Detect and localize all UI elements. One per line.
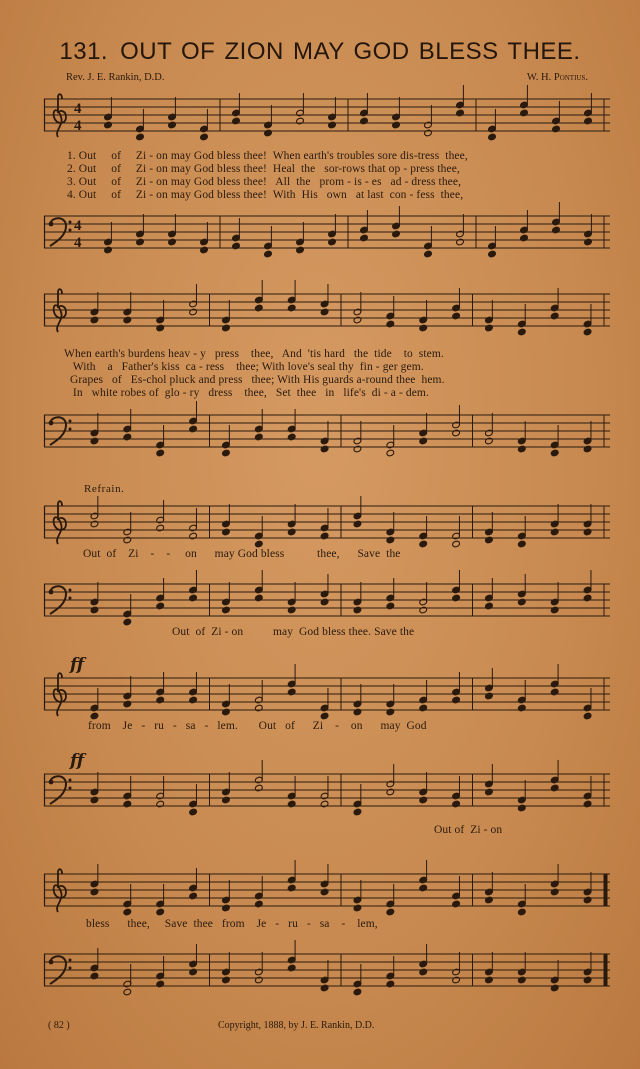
notehead <box>353 708 362 716</box>
notehead <box>287 800 296 808</box>
notehead <box>353 808 362 816</box>
notehead <box>386 536 395 544</box>
notehead <box>232 117 241 125</box>
refrain-label: Refrain. <box>84 483 125 495</box>
notehead <box>583 976 592 984</box>
notehead <box>104 121 113 129</box>
notehead <box>156 980 165 988</box>
notehead <box>552 125 561 133</box>
notehead <box>360 117 369 125</box>
bass-clef-dot <box>49 222 54 227</box>
notehead <box>320 445 329 453</box>
notehead <box>232 242 241 250</box>
notehead <box>485 602 494 610</box>
notehead <box>550 606 559 614</box>
notehead <box>392 230 401 238</box>
notehead <box>386 602 395 610</box>
notehead <box>189 532 198 540</box>
notehead <box>550 528 559 536</box>
notehead <box>392 121 401 129</box>
notehead <box>320 888 329 896</box>
notehead <box>518 976 527 984</box>
notehead <box>189 808 198 816</box>
notehead <box>123 988 132 996</box>
notehead <box>320 598 329 606</box>
notehead <box>320 984 329 992</box>
notehead <box>550 984 559 992</box>
notehead <box>583 800 592 808</box>
notehead <box>456 238 465 246</box>
notehead <box>485 324 494 332</box>
notehead <box>123 618 132 626</box>
notehead <box>518 540 527 548</box>
notehead <box>518 445 527 453</box>
notehead <box>353 445 362 453</box>
notehead <box>353 606 362 614</box>
notehead <box>123 433 132 441</box>
notehead <box>287 884 296 892</box>
system1-verse-3: 3. Out of Zi - on may God bless thee! All the prom - is - es ad - dress thee, <box>67 176 462 188</box>
notehead <box>452 429 461 437</box>
system2-verse-3: Grapes of Es-chol pluck and press thee; With His guards a-round thee hem. <box>64 374 445 386</box>
notehead <box>518 598 527 606</box>
time-signature-top: 4 <box>74 218 82 234</box>
notehead <box>90 796 99 804</box>
notehead <box>452 800 461 808</box>
notehead <box>189 892 198 900</box>
notehead <box>550 784 559 792</box>
notehead <box>386 788 395 796</box>
notehead <box>156 324 165 332</box>
notehead <box>550 888 559 896</box>
notehead <box>424 250 433 258</box>
notehead <box>552 226 561 234</box>
notehead <box>255 704 264 712</box>
system2-verse-4: In white robes of glo - ry dress thee, Set thee in life's di - a - dem. <box>64 387 429 399</box>
bass-clef-dot <box>69 589 72 592</box>
notehead <box>488 133 497 141</box>
system4-bass-staff <box>44 770 610 810</box>
notehead <box>136 238 145 246</box>
notehead <box>123 316 132 324</box>
composer-credit: W. H. Pontius. <box>526 72 588 83</box>
system5-treble-lyric: bless thee, Save thee from Je - ru - sa - lem, <box>86 918 378 930</box>
notehead <box>255 433 264 441</box>
system4-treble-dynamic: ff <box>70 655 85 675</box>
notehead <box>386 320 395 328</box>
page-number: ( 82 ) <box>48 1020 70 1031</box>
notehead <box>386 980 395 988</box>
notehead <box>222 976 231 984</box>
notehead <box>222 324 231 332</box>
notehead <box>488 250 497 258</box>
notehead <box>518 704 527 712</box>
notehead <box>287 606 296 614</box>
notehead <box>353 904 362 912</box>
system3-treble-staff <box>44 502 610 542</box>
notehead <box>485 896 494 904</box>
notehead <box>264 129 273 137</box>
notehead <box>360 234 369 242</box>
notehead <box>550 688 559 696</box>
notehead <box>583 445 592 453</box>
notehead <box>520 234 529 242</box>
notehead <box>386 708 395 716</box>
notehead <box>287 304 296 312</box>
system1-treble-staff <box>44 95 610 135</box>
notehead <box>550 312 559 320</box>
notehead <box>168 121 177 129</box>
notehead <box>424 129 433 137</box>
notehead <box>583 896 592 904</box>
notehead <box>90 520 99 528</box>
notehead <box>419 540 428 548</box>
notehead <box>123 536 132 544</box>
notehead <box>452 540 461 548</box>
notehead <box>320 712 329 720</box>
author-credit: Rev. J. E. Rankin, D.D. <box>66 72 165 83</box>
system5-treble-staff <box>44 870 610 910</box>
notehead <box>255 976 264 984</box>
notehead <box>452 696 461 704</box>
notehead <box>550 449 559 457</box>
notehead <box>485 788 494 796</box>
notehead <box>123 908 132 916</box>
time-signature-bottom: 4 <box>74 118 82 134</box>
notehead <box>189 308 198 316</box>
notehead <box>287 433 296 441</box>
system3-treble-lyric: Out of Zi - - on may God bless thee, Save the <box>83 548 401 560</box>
time-signature-bottom: 4 <box>74 235 82 251</box>
notehead <box>419 884 428 892</box>
notehead <box>320 308 329 316</box>
notehead <box>156 602 165 610</box>
notehead <box>156 908 165 916</box>
notehead <box>485 437 494 445</box>
notehead <box>584 238 593 246</box>
notehead <box>583 328 592 336</box>
notehead <box>518 328 527 336</box>
notehead <box>353 316 362 324</box>
notehead <box>189 594 198 602</box>
notehead <box>255 900 264 908</box>
notehead <box>189 425 198 433</box>
bass-clef-dot <box>49 590 54 595</box>
bass-clef-dot <box>69 428 72 431</box>
notehead <box>456 109 465 117</box>
notehead <box>386 449 395 457</box>
notehead <box>222 708 231 716</box>
notehead <box>90 972 99 980</box>
notehead <box>419 437 428 445</box>
notehead <box>255 304 264 312</box>
notehead <box>583 712 592 720</box>
hymn-title-line <box>0 38 640 66</box>
bass-clef-dot <box>49 421 54 426</box>
notehead <box>518 908 527 916</box>
system1-bass-staff <box>44 212 610 252</box>
notehead <box>485 692 494 700</box>
system3-bass-lyric: Out of Zi - on may God bless thee. Save the <box>172 626 415 638</box>
notehead <box>123 700 132 708</box>
notehead <box>296 117 305 125</box>
bass-clef-dot <box>69 959 72 962</box>
bass-clef-dot <box>69 420 72 423</box>
notehead <box>136 133 145 141</box>
notehead <box>287 688 296 696</box>
notehead <box>222 528 231 536</box>
system3-bass-staff <box>44 580 610 620</box>
notehead <box>90 606 99 614</box>
hymn-title: OUT OF ZION MAY GOD BLESS THEE. <box>120 38 581 65</box>
notehead <box>255 594 264 602</box>
notehead <box>255 540 264 548</box>
bass-clef-dot <box>49 960 54 965</box>
notehead <box>328 121 337 129</box>
notehead <box>386 908 395 916</box>
notehead <box>104 246 113 254</box>
notehead <box>189 696 198 704</box>
bass-clef-dot <box>69 787 72 790</box>
system5-bass-staff <box>44 950 610 990</box>
notehead <box>200 133 209 141</box>
notehead <box>419 796 428 804</box>
system1-verse-4: 4. Out of Zi - on may God bless thee! With His own at last con - fess thee, <box>67 189 464 201</box>
system2-verse-1: When earth's burdens heav - y press thee, And 'tis hard the tide to stem. <box>64 348 444 360</box>
notehead <box>452 312 461 320</box>
system1-verse-1: 1. Out of Zi - on may God bless thee! When earth's troubles sore dis-tress thee, <box>67 150 468 162</box>
notehead <box>583 594 592 602</box>
notehead <box>200 246 209 254</box>
notehead <box>189 968 198 976</box>
notehead <box>264 250 273 258</box>
notehead <box>222 449 231 457</box>
notehead <box>353 988 362 996</box>
notehead <box>419 704 428 712</box>
notehead <box>287 964 296 972</box>
system1-verse-2: 2. Out of Zi - on may God bless thee! Heal the sor-rows that op - press thee, <box>67 163 460 175</box>
notehead <box>296 246 305 254</box>
notehead <box>584 117 593 125</box>
notehead <box>123 800 132 808</box>
notehead <box>90 712 99 720</box>
notehead <box>222 606 231 614</box>
notehead <box>419 324 428 332</box>
notehead <box>222 796 231 804</box>
notehead <box>90 888 99 896</box>
system2-bass-staff <box>44 411 610 451</box>
notehead <box>583 528 592 536</box>
hymn-number: 131. <box>59 38 109 65</box>
notehead <box>520 109 529 117</box>
notehead <box>320 532 329 540</box>
bass-clef-dot <box>69 967 72 970</box>
notehead <box>156 449 165 457</box>
bass-clef-dot <box>69 779 72 782</box>
notehead <box>452 594 461 602</box>
notehead <box>485 976 494 984</box>
notehead <box>320 800 329 808</box>
bass-clef-dot <box>69 221 72 224</box>
notehead <box>419 968 428 976</box>
notehead <box>168 238 177 246</box>
notehead <box>419 606 428 614</box>
time-signature-top: 4 <box>74 101 82 117</box>
bass-clef-dot <box>69 229 72 232</box>
copyright-notice: Copyright, 1888, by J. E. Rankin, D.D. <box>218 1020 375 1031</box>
notehead <box>518 804 527 812</box>
notehead <box>328 238 337 246</box>
system4-treble-staff <box>44 674 610 714</box>
notehead <box>156 524 165 532</box>
notehead <box>255 784 264 792</box>
notehead <box>90 437 99 445</box>
system4-treble-lyric: from Je - ru - sa - lem. Out of Zi - on may God <box>88 720 427 732</box>
system2-treble-staff <box>44 290 610 330</box>
notehead <box>452 976 461 984</box>
notehead <box>452 900 461 908</box>
bass-clef-dot <box>69 597 72 600</box>
notehead <box>156 696 165 704</box>
notehead <box>485 536 494 544</box>
bass-clef-dot <box>49 780 54 785</box>
system4-bass-dynamic: ff <box>70 751 85 771</box>
notehead <box>156 800 165 808</box>
system4-bass-lyric: Out of Zi - on <box>434 824 503 836</box>
notehead <box>90 316 99 324</box>
notehead <box>353 520 362 528</box>
notehead <box>222 904 231 912</box>
system2-verse-2: With a Father's kiss ca - ress thee; With love's seal thy fin - ger gem. <box>64 361 424 373</box>
notehead <box>287 528 296 536</box>
